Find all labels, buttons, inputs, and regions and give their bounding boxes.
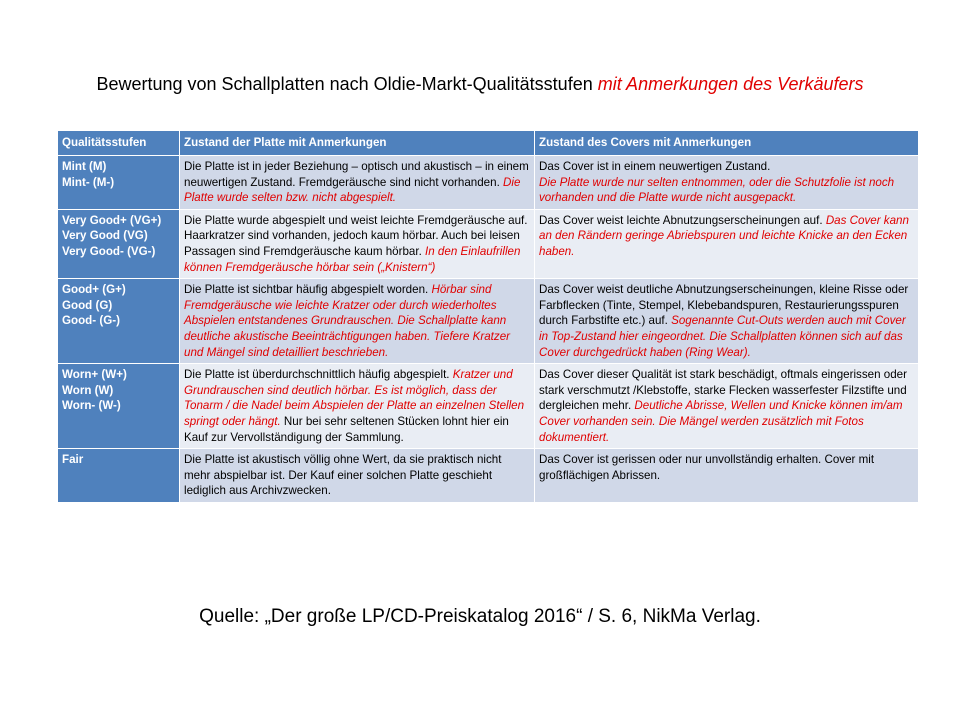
record-cell [180, 364, 535, 449]
cover-note: Die Platte wurde nur selten entnommen, oder die Schutzfolie ist noch vorhanden und die Platte wurde nicht ausgepackt. [539, 175, 895, 205]
record-cell [180, 279, 535, 364]
grade-cell [58, 279, 180, 364]
grade-label: Very Good (VG) [62, 229, 148, 243]
grade-cell [58, 156, 180, 210]
grade-label: Worn+ (W+) [62, 368, 127, 382]
cover-cell [535, 209, 919, 278]
grade-label: Good (G) [62, 298, 113, 312]
cover-text: Das Cover ist in einem neuwertigen Zustand. [539, 160, 771, 173]
title-highlight: mit Anmerkungen des Verkäufers [597, 74, 864, 94]
grade-cell [58, 209, 180, 278]
table-row-very-good [58, 209, 919, 278]
record-tail: Nur bei sehr seltenen Stücken lohnt hier ein Kauf zur Vervollständigung der Sammlung. [184, 414, 509, 444]
cover-text: Das Cover dieser Qualität ist stark beschädigt, oftmals eingerissen oder stark verschmutzt /Klebstoffe, starke Flecken wasserfester Filzstifte und dergleichen mehr. [539, 368, 907, 413]
header-record: Zustand der Platte mit Anmerkungen [180, 131, 535, 156]
table-row-worn [58, 364, 919, 449]
grade-label: Mint- (M-) [62, 175, 115, 189]
grade-label: Very Good+ (VG+) [62, 213, 162, 227]
record-cell [180, 209, 535, 278]
grade-label: Fair [62, 453, 84, 467]
header-cover: Zustand des Covers mit Anmerkungen [535, 131, 919, 156]
grading-table [57, 130, 919, 503]
record-note: In den Einlaufrillen können Fremdgeräusche hörbar sein („Knistern“) [184, 244, 521, 274]
header-grade: Qualitätsstufen [58, 131, 180, 156]
grade-label: Worn (W) [62, 383, 114, 397]
cover-note: Deutliche Abrisse, Wellen und Knicke können im/am Cover vorhanden sein. Die Mängel werden zusätzlich mit Fotos dokumentiert. [539, 399, 903, 444]
record-text: Die Platte ist akustisch völlig ohne Wert, da sie praktisch nicht mehr abspielbar ist. Der Kauf einer solchen Platte geschieht lediglich aus Archivzwecken. [184, 453, 502, 498]
record-text: Die Platte ist sichtbar häufig abgespielt worden. [184, 283, 429, 297]
cover-cell [535, 449, 919, 503]
cover-cell [535, 279, 919, 364]
grade-label: Mint (M) [62, 160, 107, 173]
table-row-mint [58, 156, 919, 210]
cover-cell [535, 156, 919, 210]
record-cell [180, 156, 535, 210]
page-title [40, 72, 920, 97]
record-note: Kratzer und Grundrauschen sind deutlich hörbar. Es ist möglich, dass der Tonarm / die Nadel beim Abspielen der Platte an einzelnen Stellen springt oder hängt. [184, 368, 525, 428]
cover-cell [535, 364, 919, 449]
source-citation: Quelle: „Der große LP/CD-Preiskatalog 2016“ / S. 6, NikMa Verlag. [199, 606, 761, 627]
cover-text: Das Cover weist deutliche Abnutzungserscheinungen, kleine Risse oder Farbflecken (Tinte, Stempel, Klebebandspuren, Restaurierungsspuren durch Farbstifte etc.) auf. [539, 283, 909, 328]
grade-label: Worn- (W-) [62, 399, 121, 413]
table-row-fair [58, 449, 919, 503]
record-text: Die Platte ist in jeder Beziehung – optisch und akustisch – in einem neuwertigen Zustand. Fremdgeräusche sind nicht vorhanden. [184, 160, 529, 189]
grade-label: Very Good- (VG-) [62, 244, 156, 258]
cover-note: Das Cover kann an den Rändern geringe Abriebspuren und leichte Knicke an den Ecken haben. [539, 213, 909, 258]
record-text: Die Platte wurde abgespielt und weist leichte Fremdgeräusche auf. Haarkratzer sind vorhanden, jedoch kaum hörbar. Auch bei leisen Passagen sind Fremdgeräusche kaum hörbar. [184, 213, 528, 258]
grade-cell [58, 364, 180, 449]
record-cell [180, 449, 535, 503]
cover-text: Das Cover ist gerissen oder nur unvollständig erhalten. Cover mit großflächigen Abrissen. [539, 453, 875, 482]
record-text: Die Platte ist überdurchschnittlich häufig abgespielt. [184, 368, 450, 382]
cover-text: Das Cover weist leichte Abnutzungserscheinungen auf. [539, 213, 823, 227]
grade-label: Good+ (G+) [62, 283, 126, 297]
title-main: Bewertung von Schallplatten nach Oldie-Markt-Qualitätsstufen [96, 74, 593, 94]
grade-cell [58, 449, 180, 503]
cover-note: Sogenannte Cut-Outs werden auch mit Cover in Top-Zustand hier eingeordnet. Die Schallplatten können sich auf das Cover durchgedrückt haben (Ring Wear). [539, 314, 906, 359]
record-note: Die Platte wurde selten bzw. nicht abgespielt. [184, 175, 521, 205]
record-note: Hörbar sind Fremdgeräusche wie leichte Kratzer oder durch wiederholtes Abspielen entstandenes Grundrauschen. Die Schallplatte kann deutliche akustische Beeinträchtigungen haben. Tiefere Kratzer und Mängel sind detailliert beschrieben. [184, 283, 511, 359]
table-header-row [58, 131, 919, 156]
grade-label: Good- (G-) [62, 314, 120, 328]
table-row-good [58, 279, 919, 364]
